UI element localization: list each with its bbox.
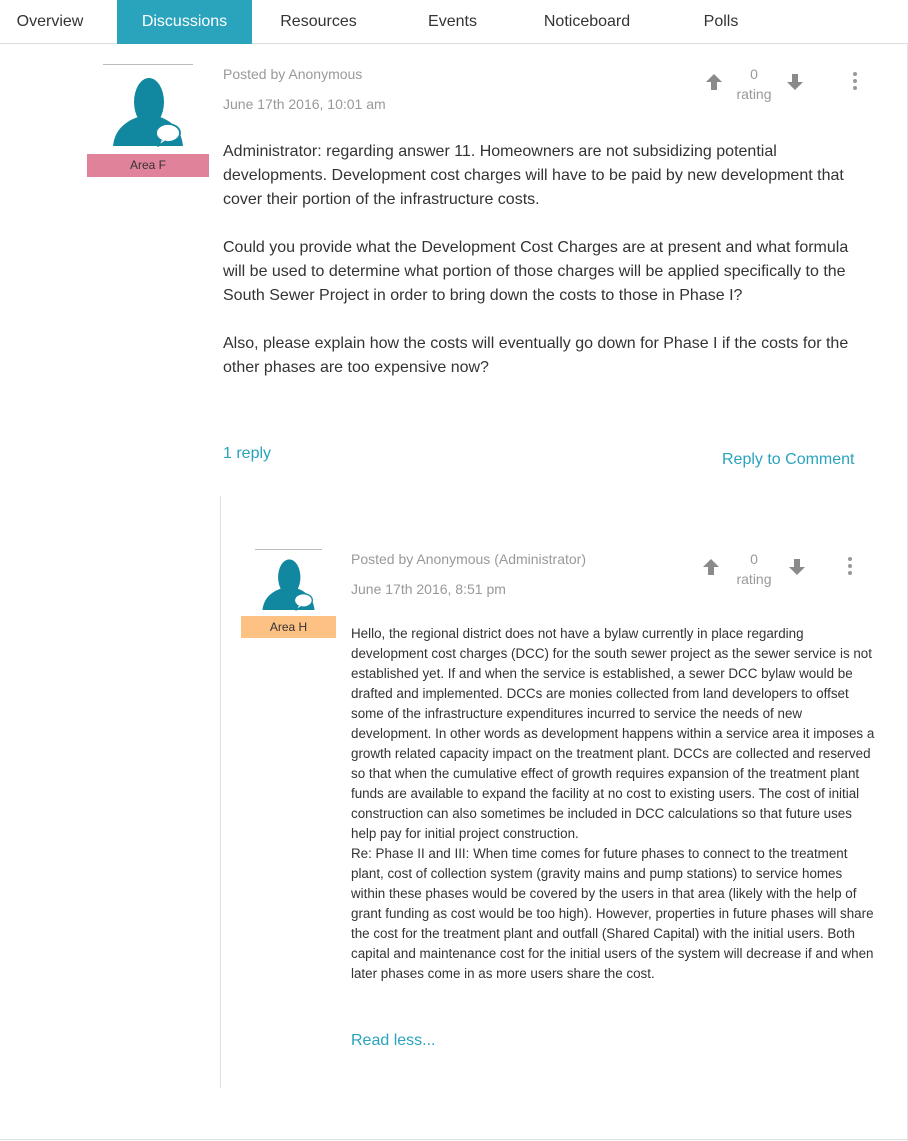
user-avatar-icon [103,64,193,154]
rating-value: 0 [750,551,758,567]
comment-paragraph: Also, please explain how the costs will eventually go down for Phase I if the costs for the other phases are too expensive now? [223,335,849,376]
thread-line [220,496,221,1088]
tab-events[interactable]: Events [428,13,477,30]
post-date: June 17th 2016, 10:01 am [223,96,386,112]
area-badge: Area F [87,154,209,177]
rating [724,551,784,591]
user-avatar-icon [255,549,322,616]
bottom-border [0,1139,908,1140]
avatar-divider [103,64,193,65]
reply-count-link[interactable]: 1 reply [223,445,272,462]
tab-noticeboard[interactable]: Noticeboard [543,13,631,30]
reply-to-comment-link[interactable]: Reply to Comment [722,451,855,468]
downvote-arrow-icon[interactable] [785,72,805,92]
reply-body [351,624,875,984]
upvote-arrow-icon[interactable] [701,557,721,577]
comment-paragraph: Could you provide what the Development Cost Charges are at present and what formula will be used to determine what portion of those charges will be applied specifically to the South Sewer Project in order to bring down the costs to those in Phase I? [223,239,849,304]
rating-label: rating [736,86,772,102]
downvote-arrow-icon[interactable] [787,557,807,577]
reply-paragraph: Re: Phase II and III: When time comes for future phases to connect to the treatment plant, cost of collection system (gravity mains and pump stations) to service homes within these phases would be covered by the users in that area (likely with the help of grant funding as cost would be too high). However, properties in future phases will share the cost for the treatment plant and outfall (Shared Capital) with the initial users. Both capital and maintenance cost for the initial users of the system will decrease if and when later phases come in as more users share the cost. [351,846,874,981]
rating [724,66,784,106]
read-less-link[interactable]: Read less... [351,1032,436,1049]
comment-body [223,140,873,380]
area-badge: Area H [241,616,336,638]
tab-discussions[interactable]: Discussions [117,0,252,44]
tab-resources[interactable]: Resources [280,13,357,30]
reply-paragraph: Hello, the regional district does not have a bylaw currently in place regarding development cost charges (DCC) for the south sewer project as the sewer service is not established yet. If and when the service is established, a sewer DCC bylaw would be drafted and implemented. DCCs are monies collected from land developers to offset some of the infrastructure expenditures incurred to service the needs of new development. In other words as development happens within a service area it imposes a growth related capacity impact on the treatment plant. DCCs are collected and reserved so that when the cumulative effect of growth requires expansion of the treatment plant funds are available to expand the facility at no cost to existing users. The cost of initial construction can also sometimes be included in DCC calculations so that future uses help pay for initial project construction. [351,626,875,841]
rating-label: rating [736,571,772,587]
more-options-icon[interactable] [850,71,860,91]
tab-polls[interactable]: Polls [703,13,739,30]
posted-by: Posted by Anonymous [223,66,363,82]
tab-bar [0,0,908,44]
posted-by: Posted by Anonymous (Administrator) [351,551,586,567]
rating-value: 0 [750,66,758,82]
tab-overview[interactable]: Overview [16,13,84,30]
more-options-icon[interactable] [845,556,855,576]
avatar [255,549,322,616]
post-date: June 17th 2016, 8:51 pm [351,581,506,597]
upvote-arrow-icon[interactable] [704,72,724,92]
avatar [103,64,193,154]
avatar-divider [255,549,322,550]
comment-paragraph: Administrator: regarding answer 11. Homeowners are not subsidizing potential developments. Development cost charges will have to be paid by new development that cover their portion of the infrastructure costs. [223,143,844,208]
